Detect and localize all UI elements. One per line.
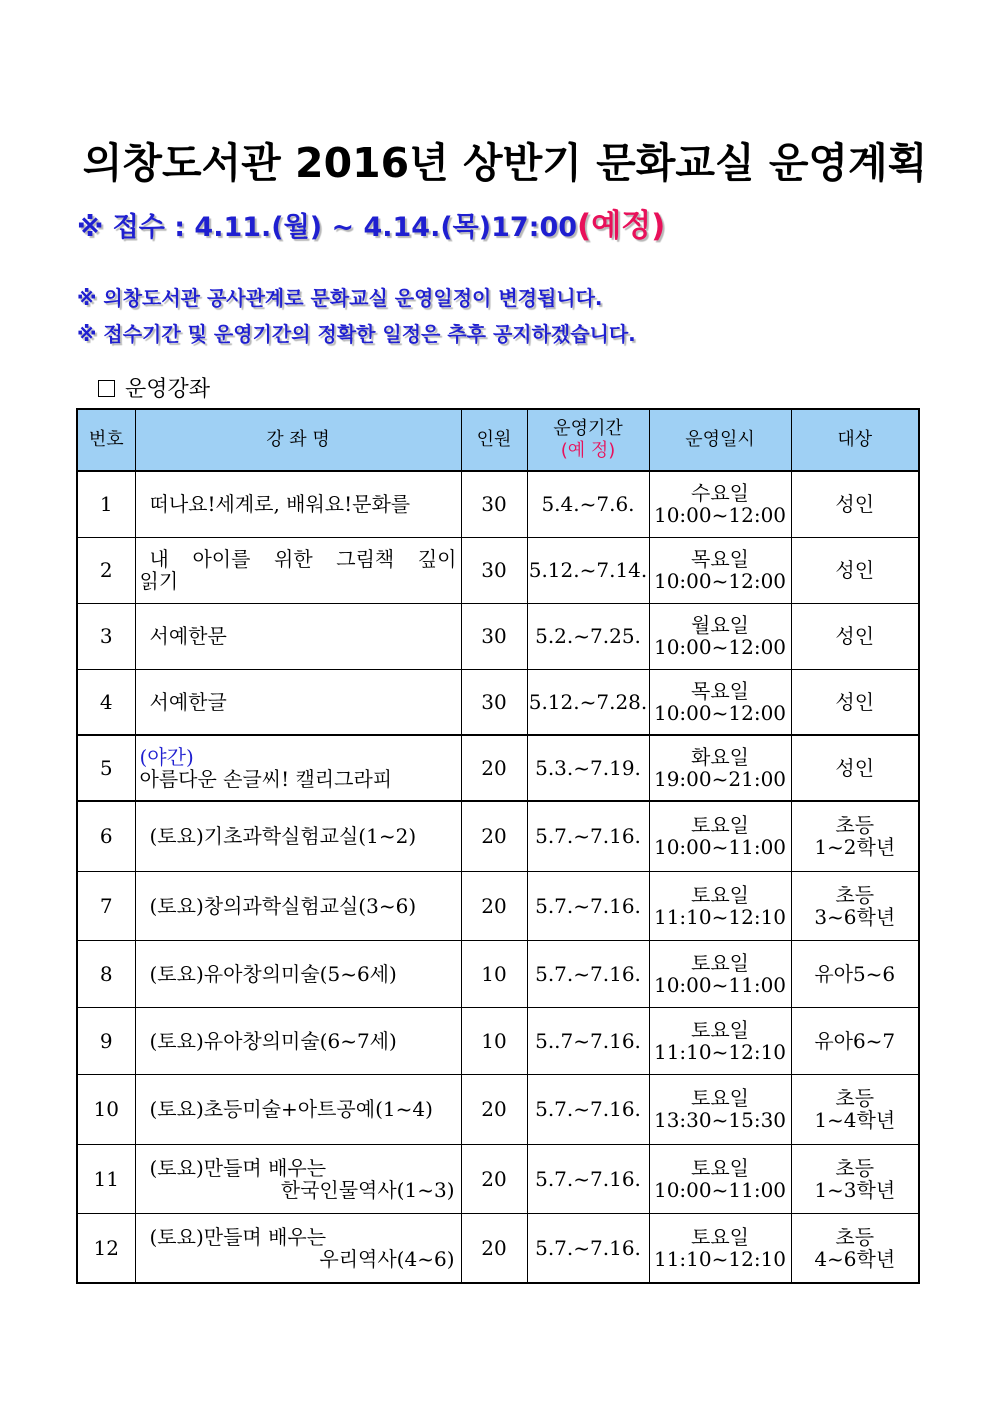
row-day: 월요일	[691, 613, 749, 637]
row-capacity: 30	[461, 669, 527, 735]
row-time: 10:00~11:00	[653, 972, 787, 997]
row-day: 토요일	[691, 950, 749, 975]
checkbox-square-icon	[98, 380, 115, 397]
row-time: 10:00~11:00	[653, 1177, 787, 1202]
row-capacity: 20	[461, 1213, 527, 1283]
row-target	[791, 1144, 919, 1213]
row-period: 5..7~7.16.	[527, 1007, 649, 1074]
header-name: 강 좌 명	[135, 409, 461, 471]
header-target: 대상	[791, 409, 919, 471]
row-schedule	[649, 1007, 791, 1074]
table-row	[77, 1144, 919, 1213]
row-period: 5.12.~7.14.	[527, 537, 649, 603]
row-capacity: 30	[461, 471, 527, 537]
row-period: 5.7.~7.16.	[527, 1074, 649, 1144]
row-target-line2: 1~3학년	[814, 1177, 896, 1202]
row-name-word: 내	[149, 547, 169, 571]
row-capacity: 20	[461, 735, 527, 801]
row-target-line2: 1~4학년	[814, 1108, 896, 1132]
row-time: 10:00~12:00	[653, 700, 787, 725]
header-no: 번호	[77, 409, 135, 471]
row-name	[135, 1144, 461, 1213]
row-day: 토요일	[691, 1086, 749, 1110]
page-title: 의창도서관 2016년 상반기 문화교실 운영계획	[82, 139, 928, 187]
row-period: 5.12.~7.28.	[527, 669, 649, 735]
row-name-word: 그림책	[336, 547, 395, 571]
header-capacity: 인원	[461, 409, 527, 471]
row-schedule	[649, 471, 791, 537]
row-schedule	[649, 603, 791, 669]
row-name	[135, 537, 461, 603]
row-time: 10:00~12:00	[653, 503, 787, 528]
row-period: 5.7.~7.16.	[527, 940, 649, 1007]
notice-construction: ※ 의창도서관 공사관계로 문화교실 운영일정이 변경됩니다.	[77, 286, 603, 310]
row-name	[135, 1213, 461, 1283]
row-capacity: 20	[461, 801, 527, 871]
row-day: 토요일	[691, 1224, 749, 1249]
row-name-line1	[140, 548, 457, 570]
row-target-line1: 초등	[835, 882, 875, 907]
row-time: 13:30~15:30	[653, 1108, 787, 1132]
row-no: 5	[77, 735, 135, 801]
row-name: 서예한글	[135, 669, 461, 735]
row-name-line2: 읽기	[139, 569, 179, 593]
row-period: 5.4.~7.6.	[527, 471, 649, 537]
row-target: 성인	[791, 603, 919, 669]
row-day: 토요일	[691, 813, 749, 838]
header-period	[527, 409, 649, 471]
row-target: 성인	[791, 537, 919, 603]
header-period-note: (예 정)	[560, 440, 616, 461]
row-time: 10:00~11:00	[653, 835, 787, 860]
row-target: 성인	[791, 669, 919, 735]
row-day: 목요일	[691, 678, 749, 703]
row-schedule	[649, 1074, 791, 1144]
row-schedule	[649, 940, 791, 1007]
row-schedule	[649, 871, 791, 940]
row-name-line2: 한국인물역사(1~3)	[280, 1177, 455, 1202]
row-target-line2: 1~2학년	[814, 835, 896, 860]
row-time: 11:10~12:10	[653, 1039, 787, 1064]
row-target	[791, 801, 919, 871]
table-row	[77, 603, 919, 669]
row-day: 토요일	[691, 882, 749, 907]
row-target-line2: 4~6학년	[814, 1246, 896, 1271]
row-no: 9	[77, 1007, 135, 1074]
row-schedule	[649, 1213, 791, 1283]
row-name-line1: (토요)만들며 배우는	[149, 1155, 327, 1180]
row-target: 유아5~6	[791, 940, 919, 1007]
row-target: 성인	[791, 471, 919, 537]
row-time: 11:10~12:10	[653, 904, 787, 929]
section-heading	[98, 372, 210, 403]
row-target-line1: 초등	[835, 1155, 875, 1180]
table-row	[77, 1007, 919, 1074]
row-target: 유아6~7	[791, 1007, 919, 1074]
row-target-line1: 초등	[835, 1224, 875, 1249]
row-name-word: 위한	[274, 547, 313, 571]
row-name: (토요)초등미술+아트공예(1~4)	[135, 1074, 461, 1144]
row-day: 목요일	[691, 547, 749, 571]
row-no: 4	[77, 669, 135, 735]
row-capacity: 20	[461, 871, 527, 940]
row-name: (토요)유아창의미술(6~7세)	[135, 1007, 461, 1074]
row-target-line1: 초등	[835, 813, 875, 838]
tentative-label: (예정)	[577, 208, 666, 244]
row-name-line1: (토요)만들며 배우는	[149, 1224, 327, 1249]
table-row	[77, 537, 919, 603]
row-no: 12	[77, 1213, 135, 1283]
row-time: 19:00~21:00	[653, 767, 787, 791]
row-period: 5.3.~7.19.	[527, 735, 649, 801]
table-row	[77, 940, 919, 1007]
header-period-label: 운영기간	[553, 418, 623, 439]
row-no: 10	[77, 1074, 135, 1144]
row-day: 토요일	[691, 1155, 749, 1180]
row-name-line2: 우리역사(4~6)	[319, 1246, 455, 1271]
table-row	[77, 735, 919, 801]
table-row	[77, 669, 919, 735]
row-period: 5.7.~7.16.	[527, 1144, 649, 1213]
row-name: (토요)유아창의미술(5~6세)	[135, 940, 461, 1007]
table-row	[77, 801, 919, 871]
row-period: 5.7.~7.16.	[527, 801, 649, 871]
row-period: 5.7.~7.16.	[527, 1213, 649, 1283]
row-day: 토요일	[691, 1017, 749, 1042]
row-period: 5.7.~7.16.	[527, 871, 649, 940]
row-time: 10:00~12:00	[653, 635, 787, 659]
row-no: 7	[77, 871, 135, 940]
night-label: (야간)	[139, 745, 194, 769]
row-no: 3	[77, 603, 135, 669]
table-row	[77, 471, 919, 537]
row-no: 2	[77, 537, 135, 603]
row-target	[791, 871, 919, 940]
header-schedule: 운영일시	[649, 409, 791, 471]
row-name-line2: 아름다운 손글씨! 캘리그라피	[139, 767, 393, 791]
row-capacity: 20	[461, 1144, 527, 1213]
course-table	[76, 408, 920, 1284]
row-schedule	[649, 537, 791, 603]
table-row	[77, 1213, 919, 1283]
row-name	[135, 735, 461, 801]
row-capacity: 10	[461, 1007, 527, 1074]
row-no: 6	[77, 801, 135, 871]
row-schedule	[649, 735, 791, 801]
row-capacity: 10	[461, 940, 527, 1007]
row-no: 11	[77, 1144, 135, 1213]
row-target	[791, 1074, 919, 1144]
reception-text: ※ 접수 : 4.11.(월) ~ 4.14.(목)17:00	[77, 212, 578, 243]
reception-period	[77, 200, 665, 245]
row-target-line2: 3~6학년	[814, 904, 896, 929]
row-schedule	[649, 801, 791, 871]
section-title: 운영강좌	[125, 377, 211, 402]
notice-schedule: ※ 접수기간 및 운영기간의 정확한 일정은 추후 공지하겠습니다.	[77, 322, 636, 346]
row-capacity: 30	[461, 537, 527, 603]
row-time: 10:00~12:00	[653, 569, 787, 593]
row-schedule	[649, 669, 791, 735]
row-name: (토요)기초과학실험교실(1~2)	[135, 801, 461, 871]
row-period: 5.2.~7.25.	[527, 603, 649, 669]
row-no: 1	[77, 471, 135, 537]
row-day: 수요일	[691, 481, 749, 506]
row-target: 성인	[791, 735, 919, 801]
row-day: 화요일	[691, 745, 749, 769]
row-target-line1: 초등	[835, 1086, 875, 1110]
row-name: (토요)창의과학실험교실(3~6)	[135, 871, 461, 940]
row-time: 11:10~12:10	[653, 1246, 787, 1271]
row-name: 서예한문	[135, 603, 461, 669]
table-header-row	[77, 409, 919, 471]
row-name-word: 깊이	[417, 547, 457, 571]
row-schedule	[649, 1144, 791, 1213]
row-no: 8	[77, 940, 135, 1007]
table-row	[77, 1074, 919, 1144]
row-capacity: 20	[461, 1074, 527, 1144]
row-capacity: 30	[461, 603, 527, 669]
row-name-word: 아이를	[192, 547, 251, 571]
row-target	[791, 1213, 919, 1283]
row-name: 떠나요!세계로, 배워요!문화를	[135, 471, 461, 537]
table-row	[77, 871, 919, 940]
